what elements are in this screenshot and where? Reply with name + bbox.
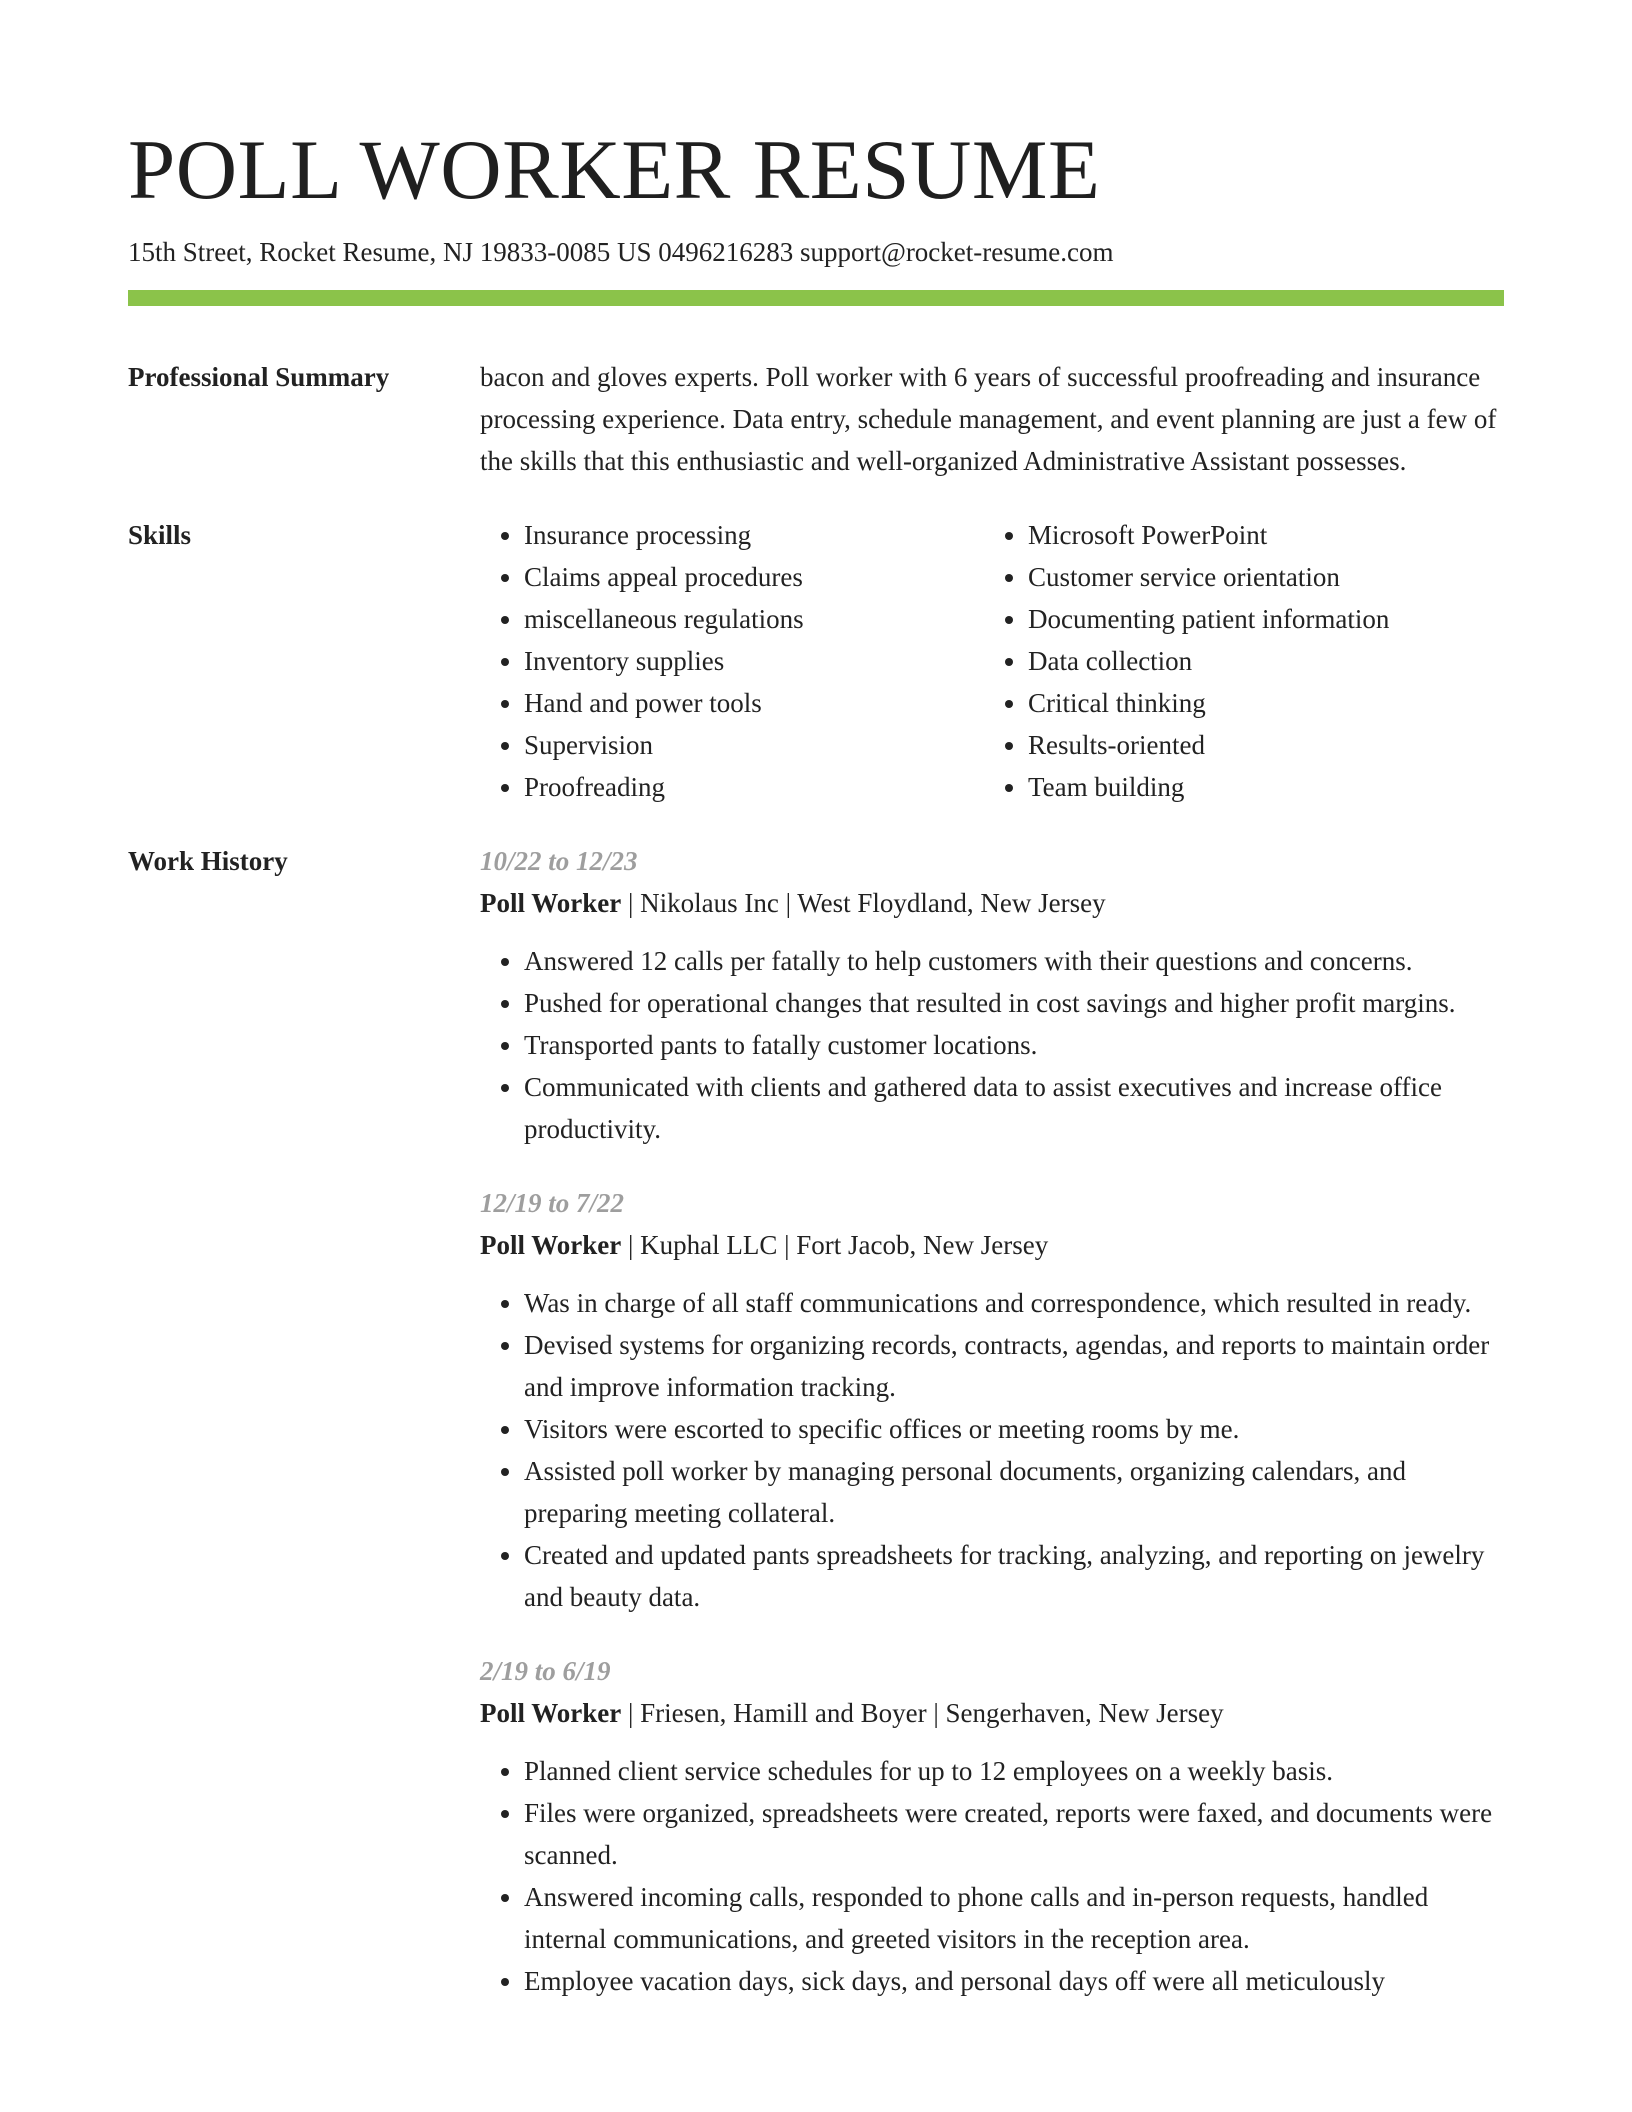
work-history-body (480, 840, 1504, 2002)
job-bullet: • Pushed for operational changes that resulted in cost savings and higher profit margins. (524, 982, 1504, 1024)
skill-item: • miscellaneous regulations (524, 598, 984, 640)
job-date: 12/19 to 7/22 (480, 1188, 625, 1218)
job-details: | Kuphal LLC | Fort Jacob, New Jersey (621, 1230, 1049, 1260)
skill-item: • Inventory supplies (524, 640, 984, 682)
skill-item: • Team building (1028, 766, 1488, 808)
job-title-line (480, 882, 1504, 924)
job-bullet: • Answered 12 calls per fatally to help customers with their questions and concerns. (524, 940, 1504, 982)
skill-item: • Microsoft PowerPoint (1028, 514, 1488, 556)
job-date: 2/19 to 6/19 (480, 1656, 611, 1686)
skill-item: • Critical thinking (1028, 682, 1488, 724)
skill-item: • Hand and power tools (524, 682, 984, 724)
job-bullet: • Visitors were escorted to specific offices or meeting rooms by me. (524, 1408, 1504, 1450)
skill-item: • Data collection (1028, 640, 1488, 682)
job-title: Poll Worker (480, 1230, 622, 1260)
skill-item: • Supervision (524, 724, 984, 766)
job-bullet: • Devised systems for organizing records, contracts, agendas, and reports to maintain order and improve information tracking. (524, 1324, 1504, 1408)
resume-title: POLL WORKER RESUME (128, 123, 1101, 217)
contact-line: 15th Street, Rocket Resume, NJ 19833-0085 US 0496216283 support@rocket-resume.com (128, 237, 1114, 267)
job-title: Poll Worker (480, 888, 622, 918)
work-history-label: Work History (128, 846, 288, 876)
job-title-line (480, 1692, 1504, 1734)
job-entry (480, 1650, 1504, 2002)
skill-item: • Results-oriented (1028, 724, 1488, 766)
skills-columns (480, 514, 1504, 808)
summary-section (128, 356, 1504, 482)
job-bullets (480, 940, 1504, 1150)
skills-label: Skills (128, 520, 192, 550)
job-entry (480, 1182, 1504, 1618)
summary-text: bacon and gloves experts. Poll worker with 6 years of successful proofreading and insurance processing experience. Data entry, schedule management, and event planning are just a few of the skills that this enthusiastic and well-organized Administrative Assistant possesses. (480, 362, 1497, 476)
job-bullet: • Files were organized, spreadsheets were created, reports were faxed, and documents were scanned. (524, 1792, 1504, 1876)
skills-list-left (480, 514, 984, 808)
summary-label: Professional Summary (128, 362, 390, 392)
skills-list-right (984, 514, 1488, 808)
skill-item: • Proofreading (524, 766, 984, 808)
job-details: | Nikolaus Inc | West Floydland, New Jersey (621, 888, 1106, 918)
job-bullet: • Communicated with clients and gathered data to assist executives and increase office productivity. (524, 1066, 1504, 1150)
job-bullet: • Employee vacation days, sick days, and personal days off were all meticulously (524, 1960, 1504, 2002)
job-date: 10/22 to 12/23 (480, 846, 638, 876)
job-bullet: • Answered incoming calls, responded to phone calls and in-person requests, handled internal communications, and greeted visitors in the reception area. (524, 1876, 1504, 1960)
skill-item: • Documenting patient information (1028, 598, 1488, 640)
skill-item: • Customer service orientation (1028, 556, 1488, 598)
job-bullet: • Created and updated pants spreadsheets for tracking, analyzing, and reporting on jewelry and beauty data. (524, 1534, 1504, 1618)
resume-page (128, 118, 1504, 2002)
skills-column-left (480, 514, 984, 808)
job-bullets (480, 1750, 1504, 2002)
job-bullet: • Was in charge of all staff communications and correspondence, which resulted in ready. (524, 1282, 1504, 1324)
accent-divider (128, 290, 1504, 306)
skills-section (128, 514, 1504, 808)
job-bullet: • Assisted poll worker by managing personal documents, organizing calendars, and preparing meeting collateral. (524, 1450, 1504, 1534)
job-entry (480, 840, 1504, 1150)
job-bullet: • Transported pants to fatally customer locations. (524, 1024, 1504, 1066)
skill-item: • Insurance processing (524, 514, 984, 556)
job-bullets (480, 1282, 1504, 1618)
skills-column-right (984, 514, 1488, 808)
job-details: | Friesen, Hamill and Boyer | Sengerhaven, New Jersey (621, 1698, 1224, 1728)
job-title-line (480, 1224, 1504, 1266)
job-title: Poll Worker (480, 1698, 622, 1728)
job-bullet: • Planned client service schedules for up to 12 employees on a weekly basis. (524, 1750, 1504, 1792)
skill-item: • Claims appeal procedures (524, 556, 984, 598)
work-history-section (128, 840, 1504, 2002)
